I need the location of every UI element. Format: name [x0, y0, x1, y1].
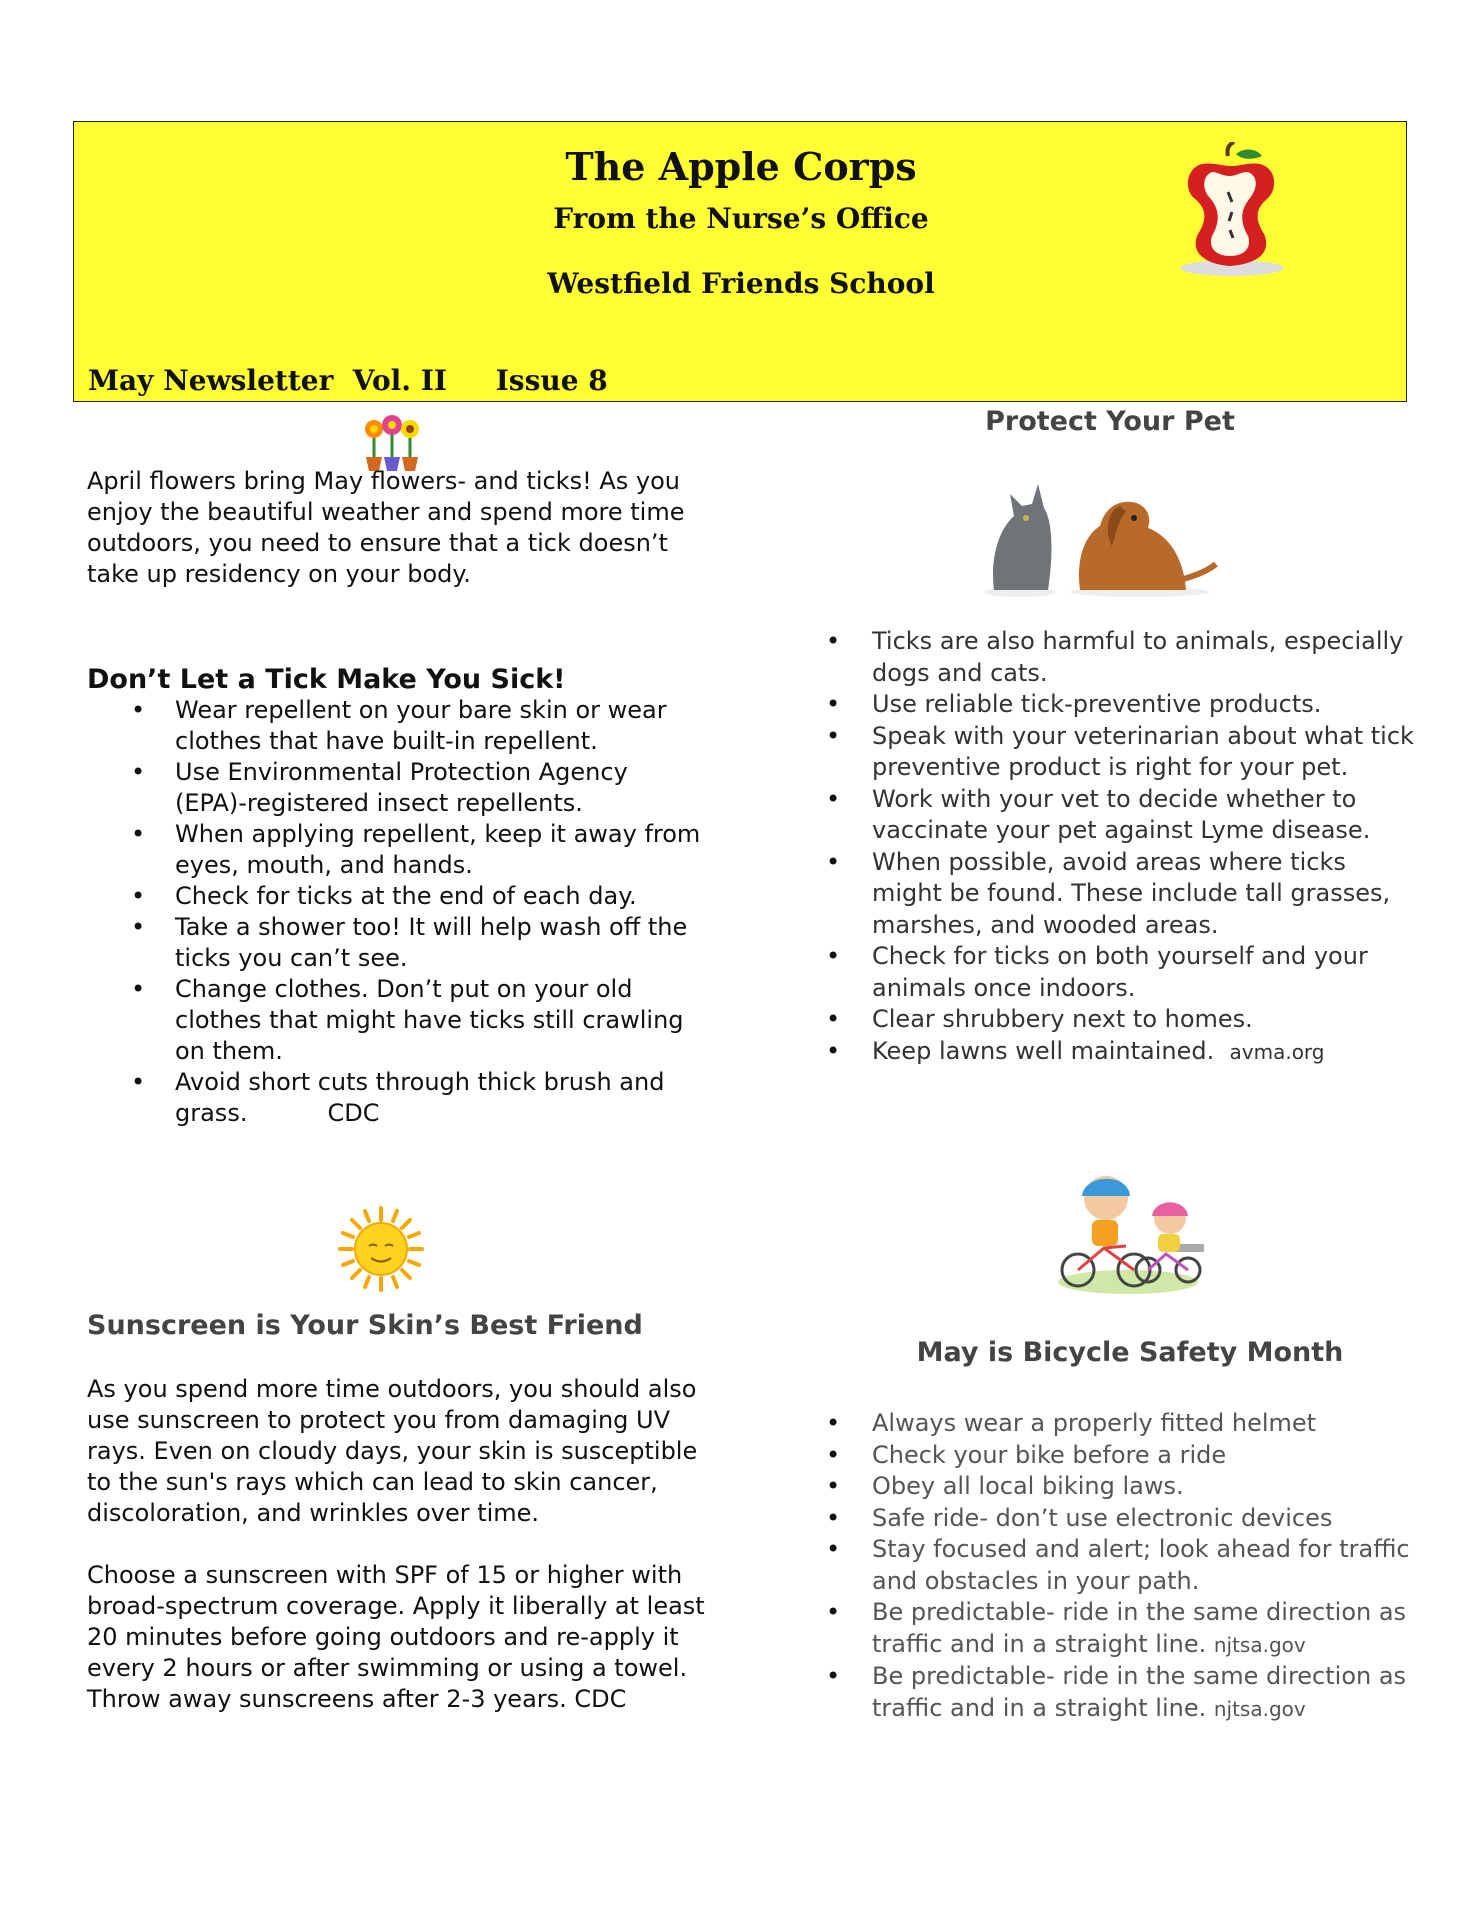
list-item: • Use Environmental Protection Agency (EPA)-registered insect repellents.: [87, 757, 707, 819]
list-item: • Work with your vet to decide whether to vaccinate your pet against Lyme disease.: [820, 784, 1420, 847]
list-item: • Always wear a properly fitted helmet: [820, 1408, 1420, 1440]
bike-section-heading: [820, 1337, 1440, 1368]
list-item: • When applying repellent, keep it away from eyes, mouth, and hands.: [87, 819, 707, 881]
intro-section: [87, 466, 707, 590]
pet-section: [820, 626, 1420, 1068]
list-item: • Use reliable tick-preventive products.: [820, 689, 1420, 721]
sunscreen-heading: Sunscreen is Your Skin’s Best Friend: [87, 1310, 643, 1341]
list-item: • Be predictable- ride in the same direction as traffic and in a straight line. njtsa.gov: [820, 1661, 1420, 1725]
list-item: • Speak with your veterinarian about what tick preventive product is right for your pet.: [820, 721, 1420, 784]
sunscreen-paragraph-1: As you spend more time outdoors, you should also use sunscreen to protect you from damaging UV rays. Even on cloudy days, your skin is susceptible to the sun's rays which can lead to skin cancer, discoloration, and wrinkles over time.: [87, 1375, 698, 1527]
list-item: • Avoid short cuts through thick brush and grass. CDC: [87, 1067, 707, 1129]
list-item: • Ticks are also harmful to animals, especially dogs and cats.: [820, 626, 1420, 689]
tick-source: CDC: [327, 1099, 380, 1127]
sun-icon: [338, 1206, 424, 1292]
pet-section-heading: [820, 406, 1400, 437]
bike-heading: May is Bicycle Safety Month: [916, 1337, 1344, 1368]
sunscreen-section: [87, 1310, 707, 1715]
list-item: • Be predictable- ride in the same direction as traffic and in a straight line. njtsa.gov: [820, 1597, 1420, 1661]
pet-heading: Protect Your Pet: [985, 406, 1235, 437]
list-item: • Check for ticks on both yourself and your animals once indoors.: [820, 941, 1420, 1004]
tick-heading: Don’t Let a Tick Make You Sick!: [87, 664, 566, 695]
bike-source: njtsa.gov: [1213, 1696, 1306, 1721]
cat-and-dog-image: [980, 460, 1220, 600]
sunscreen-paragraph-2: Choose a sunscreen with SPF of 15 or higher with broad-spectrum coverage. Apply it liberally at least 20 minutes before going outdoors and re-apply it every 2 hours or after swimming or using a towel. Throw away sunscreens after 2-3 years. CDC: [87, 1561, 705, 1713]
list-item: • Clear shrubbery next to homes.: [820, 1004, 1420, 1036]
bicycle-kids-image: [1048, 1162, 1208, 1296]
tick-tips-list: [87, 695, 707, 1129]
newsletter-subtitle: From the Nurse’s Office: [553, 202, 929, 235]
newsletter-title: The Apple Corps: [565, 144, 917, 189]
list-item: • Take a shower too! It will help wash off the ticks you can’t see.: [87, 912, 707, 974]
list-item: • Stay focused and alert; look ahead for traffic and obstacles in your path.: [820, 1534, 1420, 1597]
list-item: • When possible, avoid areas where ticks might be found. These include tall grasses, marshes, and wooded areas.: [820, 847, 1420, 942]
list-item: • Safe ride- don’t use electronic devices: [820, 1503, 1420, 1535]
list-item: • Check your bike before a ride: [820, 1440, 1420, 1472]
bike-tips-list: [820, 1408, 1420, 1725]
flowers-icon: [360, 413, 424, 473]
pet-source: avma.org: [1229, 1039, 1325, 1064]
list-item: • Wear repellent on your bare skin or wear clothes that have built-in repellent.: [87, 695, 707, 757]
issue-line: May Newsletter Vol. II Issue 8: [88, 364, 608, 397]
school-name: Westfield Friends School: [547, 267, 935, 300]
list-item: • Obey all local biking laws.: [820, 1471, 1420, 1503]
bike-source: njtsa.gov: [1213, 1632, 1306, 1657]
pet-tips-list: [820, 626, 1420, 1068]
bike-section: [820, 1408, 1420, 1725]
newsletter-header: [73, 121, 1407, 402]
list-item: • Change clothes. Don’t put on your old clothes that might have ticks still crawling on them.: [87, 974, 707, 1067]
apple-core-icon: [1172, 142, 1290, 277]
list-item: • Keep lawns well maintained. avma.org: [820, 1036, 1420, 1069]
intro-text: April flowers bring May flowers- and ticks! As you enjoy the beautiful weather and spend more time outdoors, you need to ensure that a tick doesn’t take up residency on your body.: [87, 467, 685, 588]
tick-section: [87, 664, 707, 1129]
list-item: • Check for ticks at the end of each day.: [87, 881, 707, 912]
